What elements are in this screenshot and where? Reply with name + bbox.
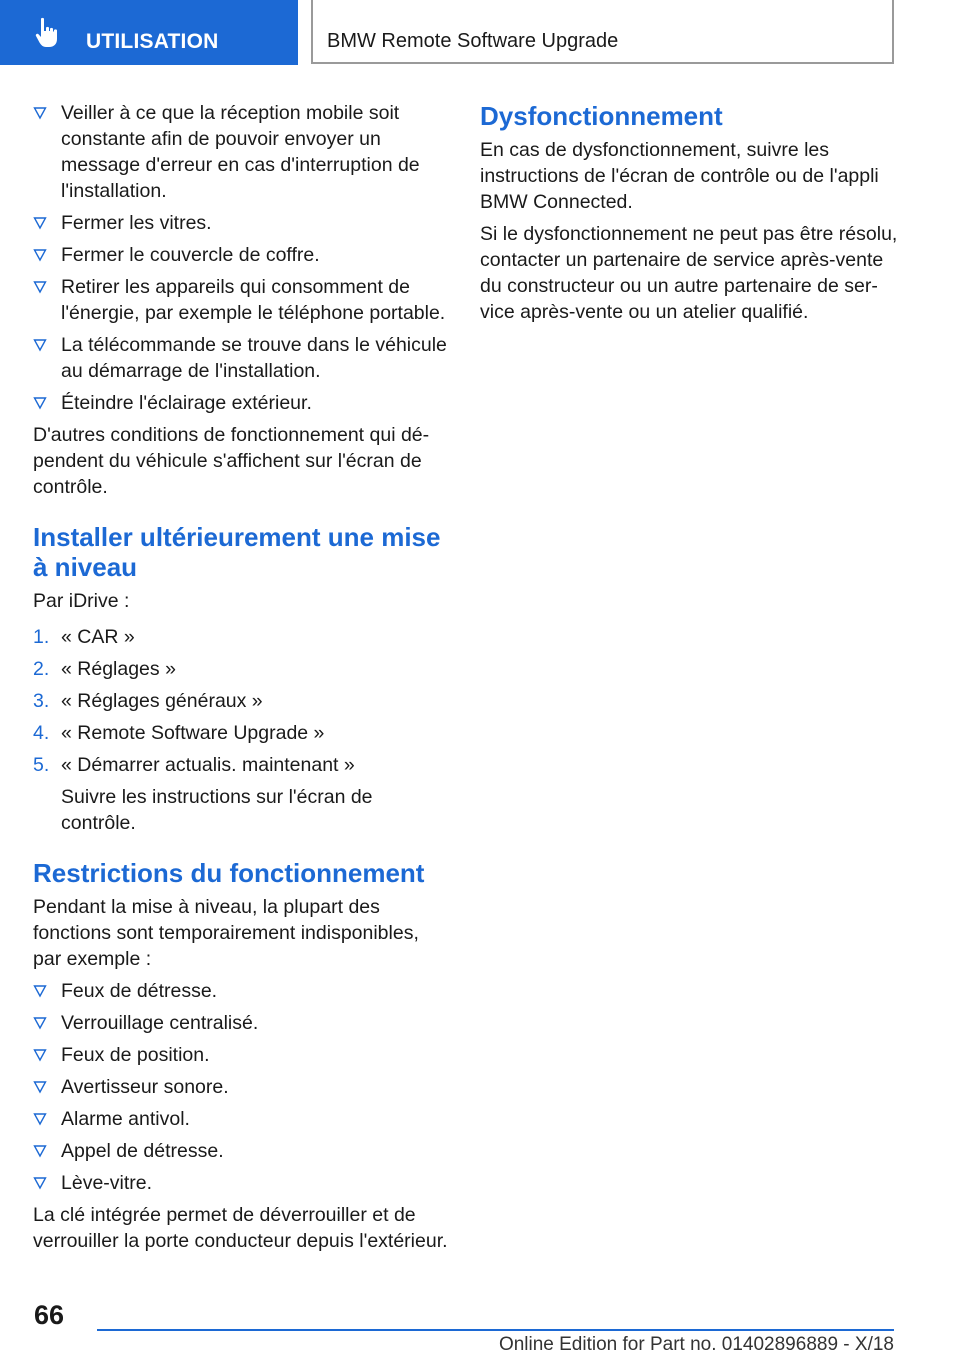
- list-item: [33, 242, 451, 268]
- list-item-text: Alarme antivol.: [61, 1108, 190, 1130]
- list-item-text: Fermer les vitres.: [61, 212, 212, 234]
- triangle-bullet-icon: [33, 1080, 47, 1094]
- step-number: 4.: [33, 722, 50, 744]
- list-item-text: Veiller à ce que la réception mobile soit constante afin de pouvoir envoyer un message d'erreur en cas d'interruption de l'installation.: [61, 102, 420, 202]
- list-item: [33, 1010, 451, 1036]
- list-item: [33, 1074, 451, 1100]
- list-item-text: Fermer le couvercle de coffre.: [61, 244, 320, 266]
- triangle-bullet-icon: [33, 984, 47, 998]
- triangle-bullet-icon: [33, 1016, 47, 1030]
- step-number: 1.: [33, 626, 50, 648]
- list-item: [33, 332, 451, 384]
- left-column: [33, 100, 451, 1260]
- list-item: [33, 1138, 451, 1164]
- list-item-text: Éteindre l'éclairage extérieur.: [61, 392, 312, 414]
- prerequisite-list: [33, 100, 451, 416]
- malfunction-paragraph-1: En cas de dysfonctionnement, suivre les instructions de l'écran de contrôle ou de l'appli BMW Connected.: [480, 139, 879, 213]
- triangle-bullet-icon: [33, 1048, 47, 1062]
- list-item: [33, 1170, 451, 1196]
- conditions-paragraph: D'autres conditions de fonctionnement qui dépendent du véhicule s'affichent sur l'écran de contrôle.: [33, 424, 430, 498]
- list-item: [33, 978, 451, 1004]
- list-item: [33, 100, 451, 204]
- restrictions-intro: Pendant la mise à niveau, la plupart des fonctions sont temporairement indisponibles, par exemple :: [33, 896, 419, 970]
- list-item-text: Lève-vitre.: [61, 1172, 153, 1194]
- integrated-key-paragraph: La clé intégrée permet de déverrouiller et de verrouiller la porte conducteur depuis l'extérieur.: [33, 1204, 448, 1252]
- triangle-bullet-icon: [33, 248, 47, 262]
- chapter-title: BMW Remote Software Upgrade: [327, 30, 619, 52]
- restrictions-list: [33, 978, 451, 1196]
- list-item-text: Appel de détresse.: [61, 1140, 224, 1162]
- triangle-bullet-icon: [33, 106, 47, 120]
- list-item-text: Verrouillage centralisé.: [61, 1012, 259, 1034]
- hand-pointer-icon: [34, 17, 64, 49]
- step-number: 2.: [33, 658, 50, 680]
- list-item: [33, 210, 451, 236]
- step-number: 5.: [33, 754, 50, 776]
- step-text: « Réglages généraux »: [61, 690, 263, 712]
- step-item: [33, 656, 451, 682]
- list-item-text: Feux de détresse.: [61, 980, 218, 1002]
- edition-note: Online Edition for Part no. 01402896889 - X/18: [498, 1334, 894, 1355]
- triangle-bullet-icon: [33, 216, 47, 230]
- chapter-title-box: [311, 0, 894, 64]
- triangle-bullet-icon: [33, 1112, 47, 1126]
- triangle-bullet-icon: [33, 1144, 47, 1158]
- triangle-bullet-icon: [33, 1176, 47, 1190]
- list-item: [33, 1106, 451, 1132]
- step-item: [33, 624, 451, 650]
- page-number: 66: [34, 1300, 65, 1330]
- triangle-bullet-icon: [33, 280, 47, 294]
- heading-install-later: Installer ultérieurement une mise à niveau: [33, 522, 441, 582]
- list-item-text: Retirer les appareils qui consomment de l'énergie, par exemple le téléphone portable.: [61, 276, 446, 324]
- list-item-text: Feux de position.: [61, 1044, 210, 1066]
- step-text: « Remote Software Upgrade »: [61, 722, 325, 744]
- heading-malfunction: Dysfonctionnement: [480, 101, 723, 131]
- step-text: « CAR »: [61, 626, 135, 648]
- step-text: « Réglages »: [61, 658, 176, 680]
- step-note: Suivre les instructions sur l'écran de contrôle.: [61, 786, 373, 834]
- list-item: [33, 390, 451, 416]
- step-text: « Démarrer actualis. maintenant »: [61, 754, 355, 776]
- list-item-text: La télécommande se trouve dans le véhicule au démarrage de l'installation.: [61, 334, 447, 382]
- step-item: [33, 720, 451, 746]
- right-column: [480, 101, 898, 331]
- idrive-steps: [33, 624, 451, 778]
- triangle-bullet-icon: [33, 338, 47, 352]
- list-item: [33, 1042, 451, 1068]
- list-item: [33, 274, 451, 326]
- malfunction-paragraph-2: Si le dysfonctionnement ne peut pas être résolu, contacter un partenaire de service après-vente du constructeur ou un autre partenaire de service après-vente ou un atelier qualifié.: [480, 223, 898, 323]
- triangle-bullet-icon: [33, 396, 47, 410]
- heading-restrictions: Restrictions du fonctionnement: [33, 858, 425, 888]
- list-item-text: Avertisseur sonore.: [61, 1076, 229, 1098]
- step-number: 3.: [33, 690, 50, 712]
- footer-divider: [97, 1329, 894, 1331]
- step-item: [33, 688, 451, 714]
- idrive-intro: Par iDrive :: [33, 590, 130, 612]
- section-tab-label: UTILISATION: [86, 30, 219, 53]
- section-tab: [0, 0, 298, 65]
- step-item: [33, 752, 451, 778]
